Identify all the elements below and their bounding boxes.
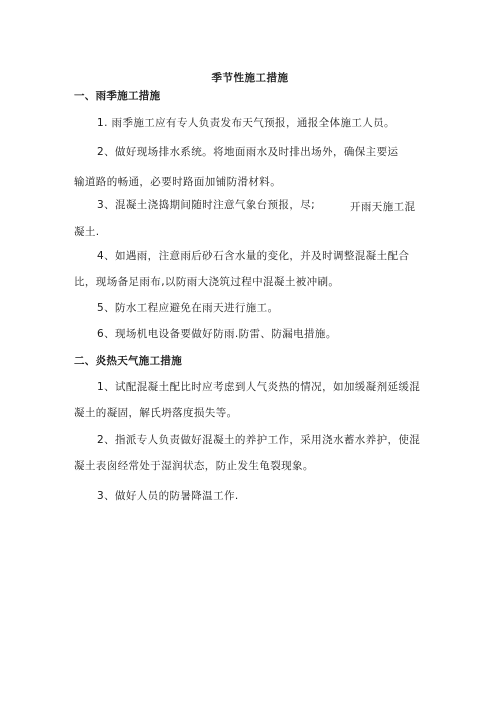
paragraph-hot-2-line1: 2、指派专人负责做好混凝土的养护工作，采用浇水蓄水养护，使混 — [97, 434, 421, 446]
section-heading-rainy-season: 一、雨季施工措施 — [74, 90, 161, 102]
document-title: 季节性施工措施 — [211, 72, 289, 84]
paragraph-rain-4-line2: 比，现场备足雨布,以防雨大浇筑过程中混凝土被冲刷。 — [74, 276, 340, 288]
paragraph-rain-4-line1: 4、如遇雨，注意雨后砂石含水量的变化，并及时调整混凝土配合 — [97, 250, 410, 262]
paragraph-rain-1: 1. 雨季施工应有专人负责发布天气预报，通报全体施工人员。 — [97, 117, 395, 129]
paragraph-rain-2-line1: 2、做好现场排水系统。将地面雨水及时排出场外，确保主要运 — [97, 146, 399, 158]
paragraph-hot-3: 3、做好人员的防暑降温工作. — [97, 490, 239, 502]
paragraph-rain-5: 5、防水工程应避免在雨天进行施工。 — [97, 302, 279, 314]
paragraph-rain-3-floating-text: 开雨天施工混 — [350, 201, 416, 213]
paragraph-rain-3-line2: 凝土. — [74, 226, 100, 238]
paragraph-hot-1-line1: 1、试配混凝土配比时应考虑到人气炎热的情况，如加缓凝剂延缓混 — [97, 381, 421, 393]
paragraph-hot-1-line2: 凝土的凝固，解氏坍落度损失等。 — [74, 407, 238, 419]
paragraph-hot-2-line2: 凝土表囱经常处于湿润状态，防止发生龟裂现象。 — [74, 460, 314, 472]
paragraph-rain-2-line2: 输道路的畅通，必要时路面加铺防滑材料。 — [74, 176, 282, 188]
paragraph-rain-3-line1: 3、混凝土浇捣期间随时注意气象台预报，尽; — [97, 199, 316, 211]
section-heading-hot-weather: 二、炎热天气施工措施 — [74, 355, 182, 367]
paragraph-rain-6: 6、现场机电设备要做好防雨.防雷、防漏电措施。 — [97, 328, 337, 340]
